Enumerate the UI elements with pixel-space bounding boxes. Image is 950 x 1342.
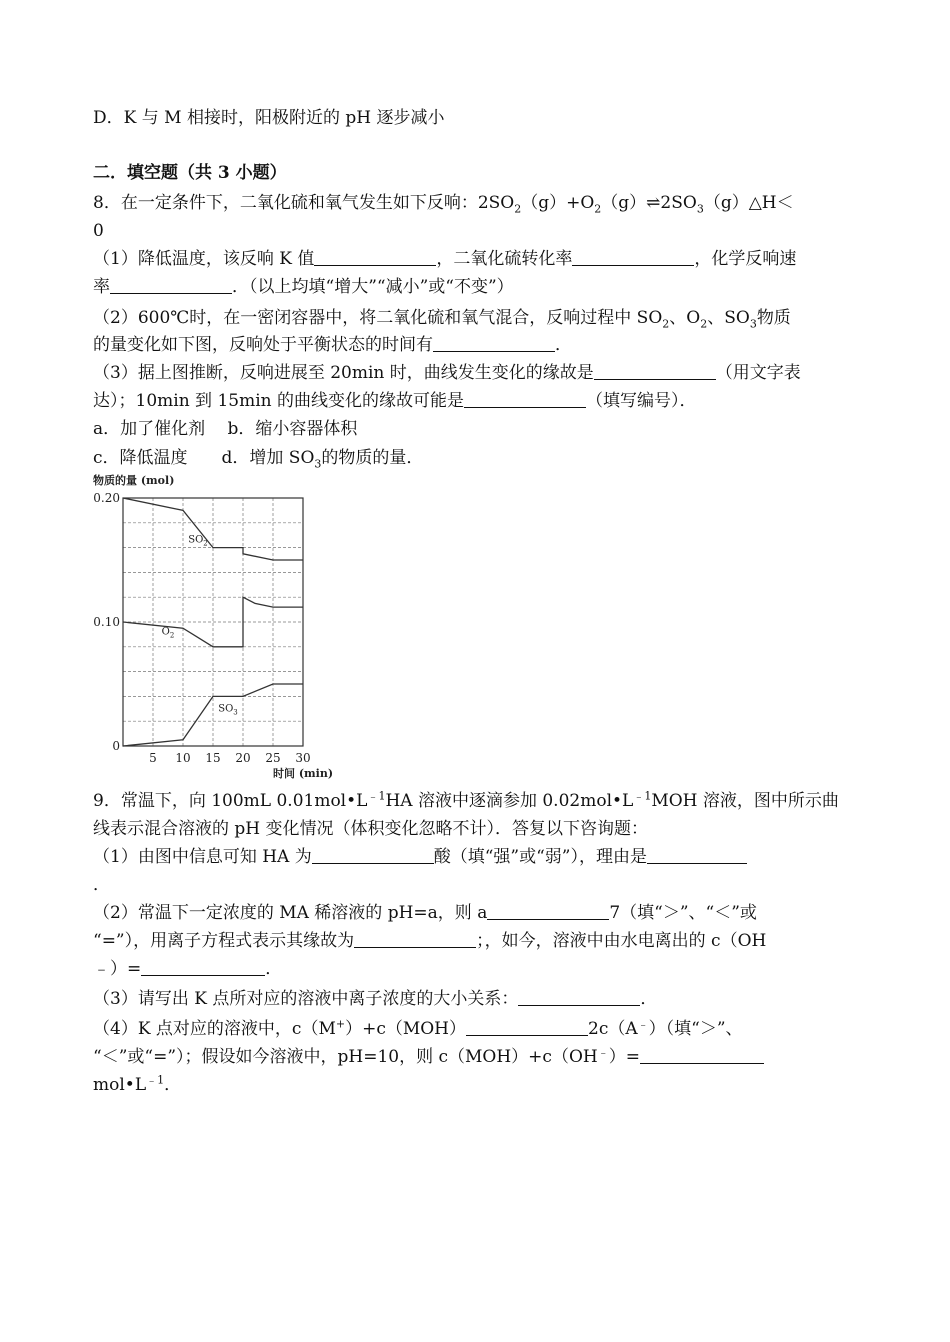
answer-blank[interactable]	[466, 1019, 588, 1036]
chart-title: 物质的量 (mol)	[93, 474, 175, 487]
chart-grid	[123, 498, 303, 746]
q8-part1: （1）降低温度，该反响 K 值 ，二氧化硫转化率 ，化学反响速	[93, 249, 797, 269]
q9-stem: 9．常温下，向 100mL $0.01mol•L^{﹣1}HA$ 溶液中逐滴参加 $0.02mol•L^{﹣1}MOH$ 溶液，图中所示曲	[93, 789, 839, 811]
answer-blank[interactable]	[433, 335, 555, 352]
x-tick-label: 25	[265, 751, 281, 765]
q9-part2-cont2: ﹣）= ．	[93, 959, 283, 979]
y-tick-label: 0	[112, 739, 120, 753]
y-tick-label: 0.20	[93, 491, 120, 505]
x-tick-label: 5	[149, 751, 157, 765]
x-tick-label: 20	[235, 751, 251, 765]
q8-options-cd: c．降低温度 d．增加 $SO_3$的物质的量．	[93, 448, 424, 471]
series-label-so2: $SO_2$	[188, 534, 208, 548]
x-axis-label: 时间 (min)	[273, 767, 334, 780]
answer-blank[interactable]	[594, 363, 716, 380]
answer-blank[interactable]	[487, 903, 609, 920]
answer-blank[interactable]	[572, 249, 694, 266]
x-axis-ticks	[149, 751, 310, 765]
q9-part4-cont2: $mol•L^{﹣1}$．	[93, 1073, 182, 1095]
answer-blank[interactable]	[110, 277, 232, 294]
amount-vs-time-chart	[93, 470, 343, 782]
q8-stem-cont: 0	[93, 221, 104, 241]
answer-blank[interactable]	[647, 847, 747, 864]
q8-part3: （3）据上图推断，反响进展至 20min 时，曲线发生变化的缘故是 （用文字表	[93, 363, 801, 383]
option-d: D．K 与 M 相接时，阳极附近的 pH 逐步减小	[93, 108, 445, 128]
q8-part2: （2）600℃时，在一密闭容器中，将二氧化硫和氧气混合，反响过程中 $SO_2$、$O_2$、$SO_3$物质	[93, 308, 791, 331]
q9-stem-cont: 线表示混合溶液的 pH 变化情况（体积变化忽略不计）．答复以下咨询题：	[93, 819, 649, 839]
q8-part2-cont: 的量变化如下图，反响处于平衡状态的时间有 ．	[93, 335, 572, 355]
x-tick-label: 10	[175, 751, 191, 765]
answer-blank[interactable]	[141, 959, 265, 976]
series-label-so3: $SO_3$	[218, 703, 238, 717]
x-tick-label: 30	[295, 751, 311, 765]
y-axis-ticks	[93, 491, 120, 753]
x-tick-label: 15	[205, 751, 221, 765]
series-labels	[162, 535, 238, 717]
answer-blank[interactable]	[312, 847, 434, 864]
answer-blank[interactable]	[518, 989, 640, 1006]
q9-part4: （4）K 点对应的溶液中，c（M+）+c（MOH） 2c（A﹣）（填“＞”、	[93, 1017, 743, 1039]
series-label-o2: $O_2$	[161, 626, 175, 640]
q8-options-ab: a．加了催化剂 b．缩小容器体积	[93, 419, 358, 439]
q9-part2: （2）常温下一定浓度的 MA 稀溶液的 pH=a，则 a 7（填“＞”、“＜”或	[93, 903, 757, 923]
q9-part2-cont: “=”），用离子方程式表示其缘故为 ；，如今，溶液中由水电离出的 c（OH	[93, 931, 767, 951]
q8-part3-cont: 达）；10min 到 15min 的曲线变化的缘故可能是 （填写编号）．	[93, 391, 697, 411]
answer-blank[interactable]	[640, 1047, 764, 1064]
q8-part1-cont: 率 ．（以上均填“增大”“减小”或“不变”）	[93, 277, 514, 297]
answer-blank[interactable]	[464, 391, 586, 408]
q9-part1-cont: ．	[93, 875, 110, 895]
answer-blank[interactable]	[314, 249, 436, 266]
y-tick-label: 0.10	[93, 615, 120, 629]
q8-stem: 8．在一定条件下，二氧化硫和氧气发生如下反响：$2SO_2(g)+O_2(g)\rightleftharpoons 2SO_3(g)\triangle H<$	[93, 193, 794, 216]
q9-part1: （1）由图中信息可知 HA 为 酸（填“强”或“弱”），理由是	[93, 846, 747, 868]
q9-part4-cont: “＜”或“=”）；假设如今溶液中，pH=10，则 c（MOH）+c（OH﹣）=	[93, 1046, 764, 1068]
answer-blank[interactable]	[354, 931, 476, 948]
q9-part3: （3）请写出 K 点所对应的溶液中离子浓度的大小关系： ．	[93, 989, 658, 1009]
section-title: 二．填空题（共 3 小题）	[93, 163, 287, 183]
